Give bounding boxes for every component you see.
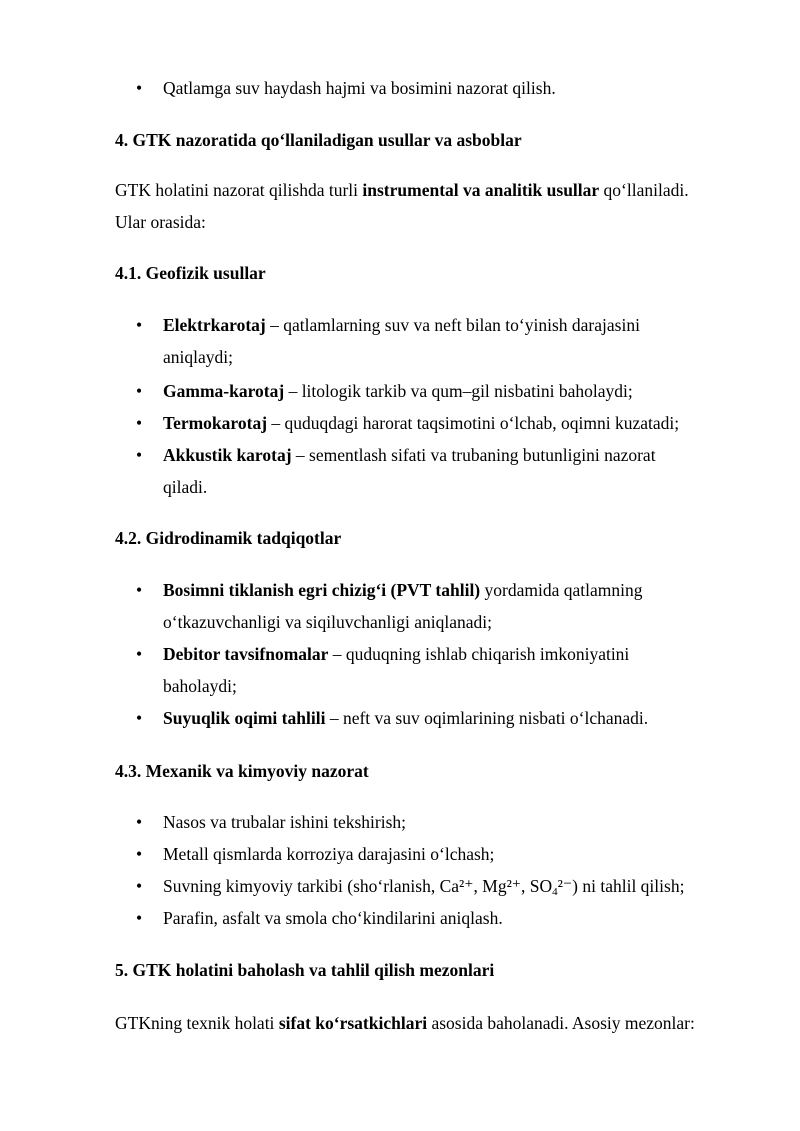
bullet: •: [136, 78, 143, 98]
list-item: [136, 439, 753, 503]
list-item-text: aniqlaydi;: [163, 347, 233, 367]
list-item-text: o‘tkazuvchanligi va siqiluvchanligi aniqlanadi;: [163, 612, 493, 632]
bullet: •: [136, 876, 143, 896]
paragraph: [115, 1007, 755, 1039]
bullet: •: [136, 381, 143, 401]
bullet: •: [136, 644, 143, 664]
list-item-text: – qatlamlarning suv va neft bilan to‘yinish darajasini: [265, 315, 640, 335]
text: asosida baholanadi. Asosiy mezonlar:: [427, 1013, 695, 1033]
bullet: •: [136, 908, 143, 928]
list-item-text: Nasos va trubalar ishini tekshirish;: [163, 812, 407, 832]
list-item-text: qiladi.: [163, 477, 208, 497]
section-heading-4: 4. GTK nazoratida qo‘llaniladigan usullar va asboblar: [115, 130, 522, 150]
text: GTKning texnik holati: [115, 1013, 279, 1033]
subscript: 4: [552, 886, 558, 898]
list-item-text: Parafin, asfalt va smola cho‘kindilarini aniqlash.: [163, 908, 503, 928]
list-item-text: – sementlash sifati va trubaning butunligini nazorat: [291, 445, 656, 465]
section-heading-5: 5. GTK holatini baholash va tahlil qilish mezonlari: [115, 960, 495, 980]
bold-text: sifat ko‘rsatkichlari: [278, 1013, 428, 1033]
section-heading-4-1: 4.1. Geofizik usullar: [115, 263, 266, 283]
bold-text: Gamma-karotaj: [163, 381, 285, 401]
bullet: •: [136, 812, 143, 832]
bold-text: Elektrkarotaj: [163, 315, 266, 335]
bold-text: Debitor tavsifnomalar: [163, 644, 329, 664]
bullet: •: [136, 445, 143, 465]
list-item: [136, 702, 753, 734]
bold-text: Termokarotaj: [163, 413, 268, 433]
list-item-text: Metall qismlarda korroziya darajasini o‘lchash;: [163, 844, 495, 864]
section-heading-4-2: 4.2. Gidrodinamik tadqiqotlar: [115, 528, 342, 548]
list-item-text: baholaydi;: [163, 676, 237, 696]
bullet: •: [136, 413, 143, 433]
list-item: [136, 375, 753, 407]
list-item: [136, 902, 753, 934]
list-item: [136, 806, 753, 838]
list-item: [136, 309, 753, 373]
list-item-text: yordamida qatlamning: [480, 580, 643, 600]
list-item: [136, 638, 753, 702]
paragraph: [115, 174, 745, 238]
text: GTK holatini nazorat qilishda turli: [115, 180, 363, 200]
list-item-text: – litologik tarkib va qum–gil nisbatini baholaydi;: [284, 381, 633, 401]
bold-text: Akkustik karotaj: [163, 445, 292, 465]
bullet: •: [136, 315, 143, 335]
text: qo‘llaniladi.: [599, 180, 689, 200]
list-item-text: – neft va suv oqimlarining nisbati o‘lchanadi.: [325, 708, 649, 728]
list-item-text: Qatlamga suv haydash hajmi va bosimini nazorat qilish.: [163, 78, 556, 98]
list-item: [136, 72, 753, 104]
bold-text: Suyuqlik oqimi tahlili: [163, 708, 326, 728]
list-item-text: – quduqning ishlab chiqarish imkoniyatini: [328, 644, 630, 664]
bold-text: instrumental va analitik usullar: [362, 180, 600, 200]
bullet: •: [136, 580, 143, 600]
list-item-text: ²⁻) ni tahlil qilish;: [557, 876, 685, 896]
bullet: •: [136, 708, 143, 728]
text: Ular orasida:: [115, 212, 206, 232]
bold-text: Bosimni tiklanish egri chizig‘i (PVT tahlil): [163, 580, 481, 600]
list-item: [136, 407, 753, 439]
list-item: [136, 838, 753, 870]
list-item: [136, 574, 753, 638]
bullet: •: [136, 844, 143, 864]
list-item-text: – quduqdagi harorat taqsimotini o‘lchab, oqimni kuzatadi;: [267, 413, 680, 433]
list-item-text: Suvning kimyoviy tarkibi (sho‘rlanish, Ca²⁺, Mg²⁺, SO: [163, 876, 553, 896]
section-heading-4-3: 4.3. Mexanik va kimyoviy nazorat: [115, 761, 369, 781]
